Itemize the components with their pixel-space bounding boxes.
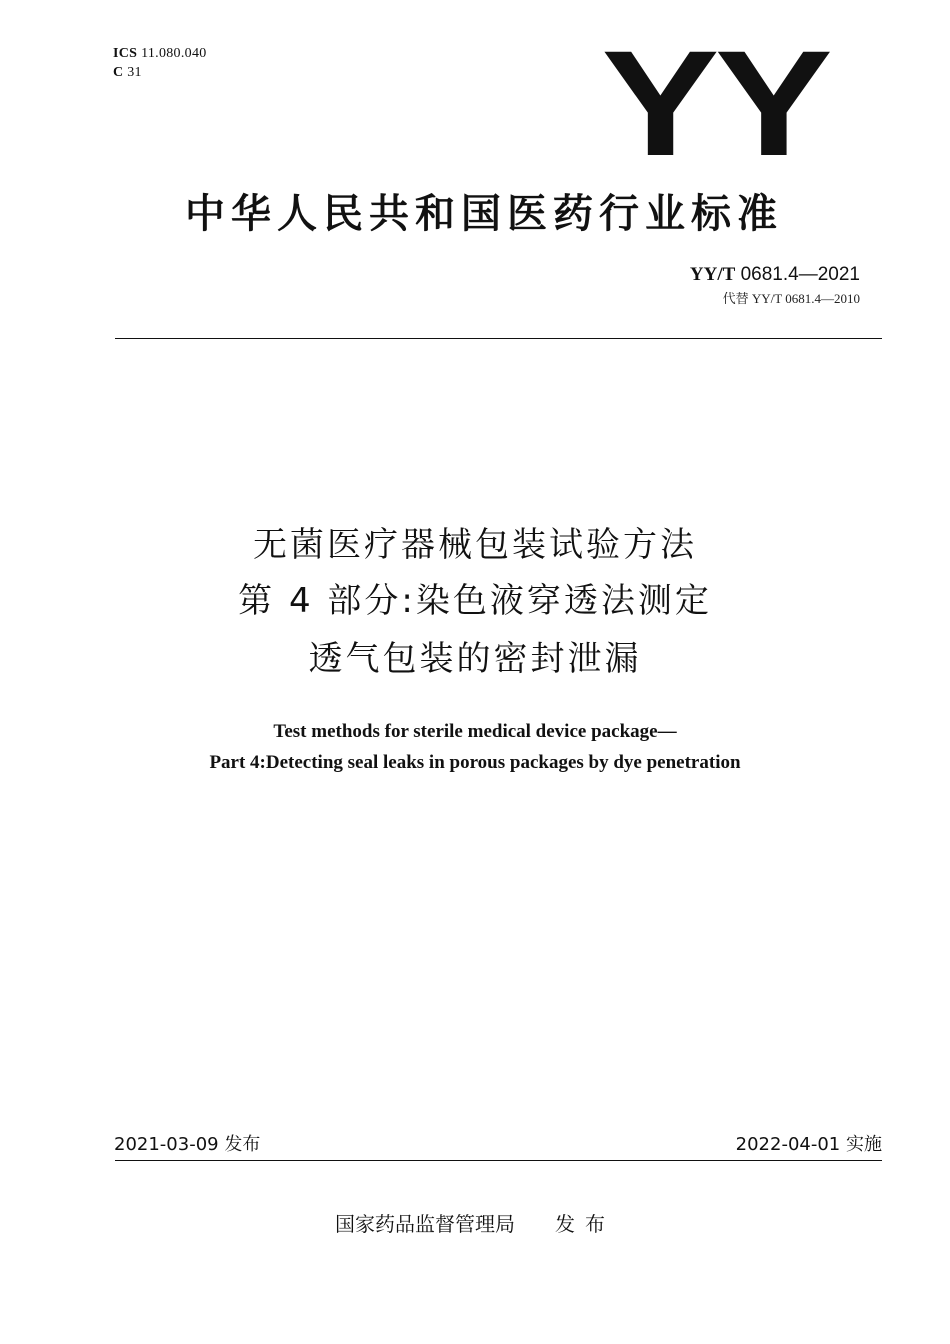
top-divider [115,338,882,339]
replaces-standard: 代替 YY/T 0681.4—2010 [722,291,860,306]
standard-category-title: 中华人民共和国医药行业标准 [185,191,783,237]
ics-label: ICS [113,46,138,61]
implementation-date: 2022-04-01 实施 [735,1134,882,1155]
ccs-code: 31 [127,65,142,80]
ics-line [113,44,207,63]
cn-title-line-2: 第 4 部分:染色液穿透法测定 [238,581,712,621]
standard-number [690,264,860,286]
issuer-name: 国家药品监督管理局 [335,1212,515,1236]
ccs-label: C [113,65,124,80]
en-title-line-1: Test methods for sterile medical device package— [273,721,677,742]
cn-title-line-3: 透气包装的密封泄漏 [308,639,642,679]
standard-number-value: 0681.4—2021 [740,264,860,285]
standard-number-prefix: YY/T [689,264,736,285]
cn-title-line-1: 无菌医疗器械包装试验方法 [253,525,697,565]
en-title-line-2: Part 4:Detecting seal leaks in porous packages by dye penetration [209,752,741,773]
yy-logo: YY [601,19,828,187]
issuing-authority [0,1208,950,1237]
issuer-action: 发布 [555,1212,615,1236]
bottom-divider [115,1160,882,1161]
ccs-line [113,63,207,82]
classification-codes [113,44,207,82]
ics-code: 11.080.040 [141,46,207,61]
issue-date: 2021-03-09 发布 [114,1134,261,1155]
